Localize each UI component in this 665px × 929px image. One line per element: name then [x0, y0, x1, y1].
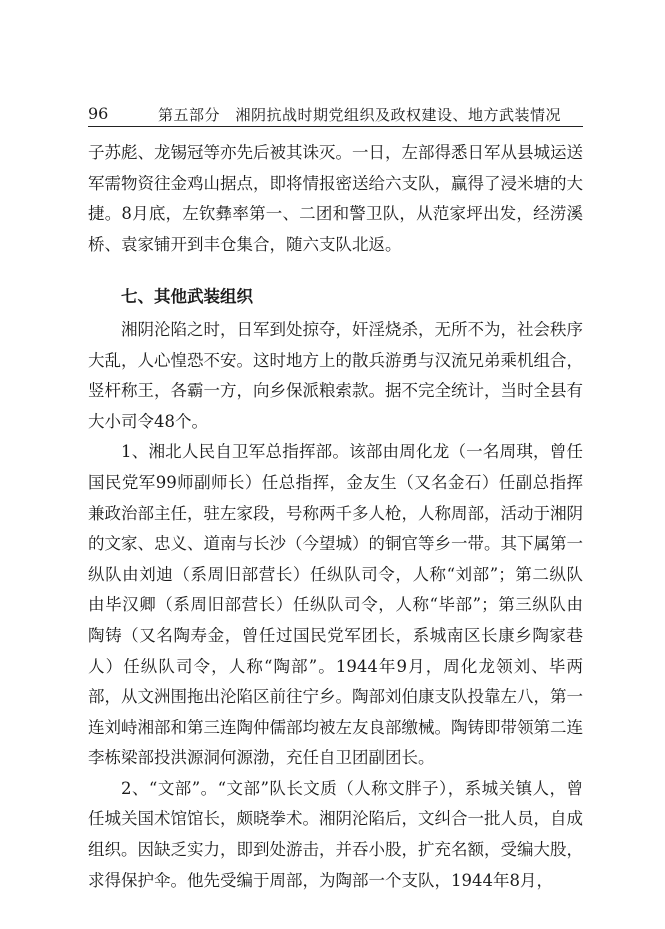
continued-paragraph: 子苏彪、龙锡冠等亦先后被其诛灭。一日，左部得悉日军从县城运送军需物资往金鸡山据点，即将情报密送给六支队，赢得了浸米塘的大捷。8月底，左钦彝率第一、二团和警卫队，从范家坪出发，经涝溪桥、袁家铺开到丰仓集合，随六支队北返。 — [88, 143, 583, 254]
paragraph: 湘阴沦陷之时，日军到处掠夺，奸淫烧杀，无所不为，社会秩序大乱，人心惶恐不安。这时地方上的散兵游勇与汉流兄弟乘机组合，竖杆称王，各霸一方，向乡保派粮索款。据不完全统计，当时全县有大小司令48个。 — [88, 319, 583, 431]
section-heading: 七、其他武装组织 — [121, 287, 253, 307]
paragraph: 2、“文部”。“文部”队长文质（人称文胖子），系城关镇人，曾任城关国术馆馆长，颇晓拳术。湘阴沦陷后，文纠合一批人员，自成组织。因缺乏实力，即到处游击，并吞小股，扩充名额，受编大股，求得保护伞。他先受编于周部，为陶部一个支队，1944年8月， — [88, 778, 583, 890]
running-header — [88, 100, 583, 127]
page-body — [88, 138, 583, 896]
paragraph: 1、湘北人民自卫军总指挥部。该部由周化龙（一名周琪，曾任国民党军99师副师长）任总指挥，金友生（又名金石）任副总指挥兼政治部主任，驻左家段，号称两千多人枪，人称周部，活动于湘阴的文家、忠义、道南与长沙（今望城）的铜官等乡一带。其下属第一纵队由刘迪（系周旧部营长）任纵队司令，人称“刘部”；第二纵队由毕汉卿（系周旧部营长）任纵队司令，人称“毕部”；第三纵队由陶铸（又名陶寿金，曾任过国民党军团长，系城南区长康乡陶家巷人）任纵队司令，人称“陶部”。1944年9月，周化龙领刘、毕两部，从文洲围拖出沦陷区前往宁乡。陶部刘伯康支队投靠左八，第一连刘峙湘部和第三连陶仲儒部均被左友良部缴械。陶铸即带领第二连李栋梁部投洪源洞何源渤，充任自卫团副团长。 — [88, 442, 583, 768]
running-title: 第五部分 湘阴抗战时期党组织及政权建设、地方武装情况 — [158, 106, 562, 124]
page-number: 96 — [88, 104, 109, 123]
